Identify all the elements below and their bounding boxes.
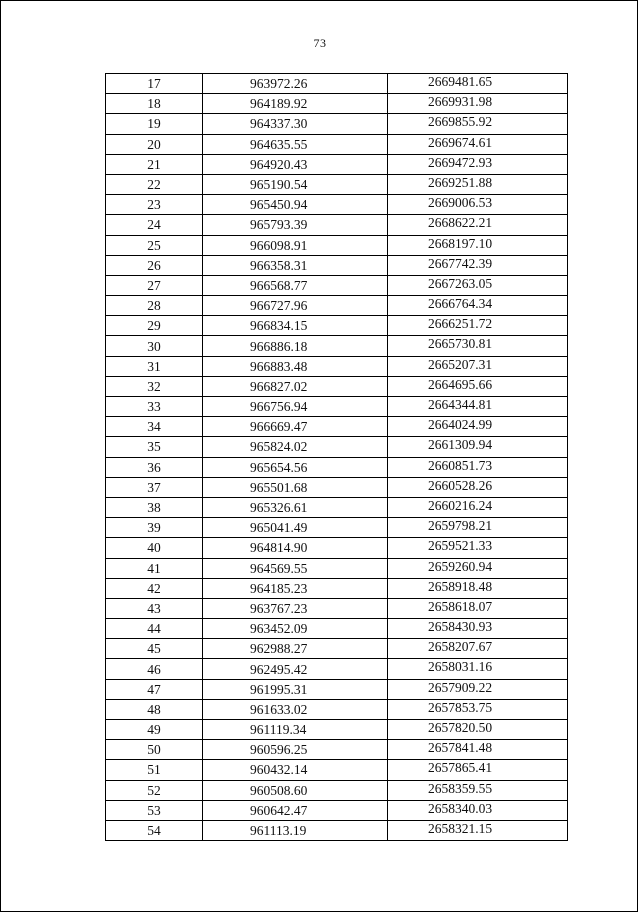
x-coordinate-cell: 960596.25 xyxy=(203,740,388,760)
table-row xyxy=(106,235,568,255)
point-number-cell: 21 xyxy=(106,154,203,174)
y-coordinate-cell: 2660216.24 xyxy=(388,497,568,517)
x-coordinate-cell: 964189.92 xyxy=(203,94,388,114)
x-coordinate-cell: 966358.31 xyxy=(203,255,388,275)
x-coordinate-cell: 965326.61 xyxy=(203,497,388,517)
y-coordinate-cell: 2665730.81 xyxy=(388,336,568,356)
x-coordinate-cell: 965450.94 xyxy=(203,195,388,215)
point-number-cell: 54 xyxy=(106,820,203,840)
point-number-cell: 48 xyxy=(106,699,203,719)
y-coordinate-cell: 2664344.81 xyxy=(388,397,568,417)
point-number-cell: 31 xyxy=(106,356,203,376)
x-coordinate-cell: 963767.23 xyxy=(203,598,388,618)
table-row xyxy=(106,699,568,719)
point-number-cell: 19 xyxy=(106,114,203,134)
y-coordinate-cell: 2669931.98 xyxy=(388,94,568,114)
x-coordinate-cell: 964569.55 xyxy=(203,558,388,578)
y-coordinate-cell: 2658340.03 xyxy=(388,800,568,820)
y-coordinate-cell: 2669674.61 xyxy=(388,134,568,154)
table-row xyxy=(106,134,568,154)
y-coordinate-cell: 2658359.55 xyxy=(388,780,568,800)
table-row xyxy=(106,154,568,174)
table-row xyxy=(106,74,568,94)
x-coordinate-cell: 961995.31 xyxy=(203,679,388,699)
y-coordinate-cell: 2657909.22 xyxy=(388,679,568,699)
point-number-cell: 35 xyxy=(106,437,203,457)
table-row xyxy=(106,94,568,114)
y-coordinate-cell: 2658918.48 xyxy=(388,578,568,598)
point-number-cell: 51 xyxy=(106,760,203,780)
x-coordinate-cell: 963452.09 xyxy=(203,619,388,639)
point-number-cell: 39 xyxy=(106,518,203,538)
x-coordinate-cell: 960432.14 xyxy=(203,760,388,780)
y-coordinate-cell: 2657853.75 xyxy=(388,699,568,719)
x-coordinate-cell: 962495.42 xyxy=(203,659,388,679)
point-number-cell: 17 xyxy=(106,74,203,94)
table-row xyxy=(106,457,568,477)
y-coordinate-cell: 2657820.50 xyxy=(388,720,568,740)
point-number-cell: 38 xyxy=(106,497,203,517)
point-number-cell: 34 xyxy=(106,417,203,437)
x-coordinate-cell: 965190.54 xyxy=(203,174,388,194)
x-coordinate-cell: 962988.27 xyxy=(203,639,388,659)
point-number-cell: 22 xyxy=(106,174,203,194)
x-coordinate-cell: 964920.43 xyxy=(203,154,388,174)
table-row xyxy=(106,397,568,417)
y-coordinate-cell: 2660528.26 xyxy=(388,477,568,497)
point-number-cell: 46 xyxy=(106,659,203,679)
table-row xyxy=(106,497,568,517)
x-coordinate-cell: 964814.90 xyxy=(203,538,388,558)
x-coordinate-cell: 960642.47 xyxy=(203,800,388,820)
point-number-cell: 50 xyxy=(106,740,203,760)
point-number-cell: 47 xyxy=(106,679,203,699)
x-coordinate-cell: 965654.56 xyxy=(203,457,388,477)
point-number-cell: 24 xyxy=(106,215,203,235)
x-coordinate-cell: 965041.49 xyxy=(203,518,388,538)
table-row xyxy=(106,518,568,538)
point-number-cell: 30 xyxy=(106,336,203,356)
point-number-cell: 42 xyxy=(106,578,203,598)
y-coordinate-cell: 2660851.73 xyxy=(388,457,568,477)
x-coordinate-cell: 966098.91 xyxy=(203,235,388,255)
x-coordinate-cell: 960508.60 xyxy=(203,780,388,800)
point-number-cell: 29 xyxy=(106,316,203,336)
y-coordinate-cell: 2668197.10 xyxy=(388,235,568,255)
x-coordinate-cell: 966883.48 xyxy=(203,356,388,376)
x-coordinate-cell: 966568.77 xyxy=(203,275,388,295)
table-row xyxy=(106,679,568,699)
x-coordinate-cell: 965793.39 xyxy=(203,215,388,235)
point-number-cell: 28 xyxy=(106,296,203,316)
point-number-cell: 40 xyxy=(106,538,203,558)
point-number-cell: 53 xyxy=(106,800,203,820)
point-number-cell: 33 xyxy=(106,397,203,417)
y-coordinate-cell: 2669481.65 xyxy=(388,74,568,94)
table-row xyxy=(106,437,568,457)
table-row xyxy=(106,760,568,780)
table-row xyxy=(106,780,568,800)
y-coordinate-cell: 2669006.53 xyxy=(388,195,568,215)
y-coordinate-cell: 2657841.48 xyxy=(388,740,568,760)
table-row xyxy=(106,538,568,558)
table-row xyxy=(106,336,568,356)
table-row xyxy=(106,477,568,497)
x-coordinate-cell: 965501.68 xyxy=(203,477,388,497)
y-coordinate-cell: 2659798.21 xyxy=(388,518,568,538)
table-row xyxy=(106,275,568,295)
table-row xyxy=(106,174,568,194)
y-coordinate-cell: 2665207.31 xyxy=(388,356,568,376)
point-number-cell: 49 xyxy=(106,720,203,740)
table-row xyxy=(106,255,568,275)
point-number-cell: 45 xyxy=(106,639,203,659)
y-coordinate-cell: 2668622.21 xyxy=(388,215,568,235)
x-coordinate-cell: 966886.18 xyxy=(203,336,388,356)
table-row xyxy=(106,215,568,235)
x-coordinate-cell: 966756.94 xyxy=(203,397,388,417)
table-row xyxy=(106,417,568,437)
y-coordinate-cell: 2658207.67 xyxy=(388,639,568,659)
point-number-cell: 25 xyxy=(106,235,203,255)
point-number-cell: 27 xyxy=(106,275,203,295)
x-coordinate-cell: 966727.96 xyxy=(203,296,388,316)
table-row xyxy=(106,639,568,659)
y-coordinate-cell: 2669251.88 xyxy=(388,174,568,194)
y-coordinate-cell: 2659521.33 xyxy=(388,538,568,558)
x-coordinate-cell: 961119.34 xyxy=(203,720,388,740)
y-coordinate-cell: 2664024.99 xyxy=(388,417,568,437)
x-coordinate-cell: 966669.47 xyxy=(203,417,388,437)
table-row xyxy=(106,114,568,134)
table-row xyxy=(106,720,568,740)
x-coordinate-cell: 961633.02 xyxy=(203,699,388,719)
x-coordinate-cell: 964635.55 xyxy=(203,134,388,154)
table-row xyxy=(106,376,568,396)
y-coordinate-cell: 2658321.15 xyxy=(388,820,568,840)
coordinates-table-body xyxy=(106,74,568,841)
table-row xyxy=(106,820,568,840)
x-coordinate-cell: 963972.26 xyxy=(203,74,388,94)
y-coordinate-cell: 2667742.39 xyxy=(388,255,568,275)
x-coordinate-cell: 966834.15 xyxy=(203,316,388,336)
table-row xyxy=(106,578,568,598)
y-coordinate-cell: 2658031.16 xyxy=(388,659,568,679)
point-number-cell: 18 xyxy=(106,94,203,114)
x-coordinate-cell: 961113.19 xyxy=(203,820,388,840)
y-coordinate-cell: 2669472.93 xyxy=(388,154,568,174)
table-row xyxy=(106,316,568,336)
point-number-cell: 26 xyxy=(106,255,203,275)
table-row xyxy=(106,195,568,215)
coordinates-table xyxy=(105,73,568,841)
y-coordinate-cell: 2667263.05 xyxy=(388,275,568,295)
y-coordinate-cell: 2669855.92 xyxy=(388,114,568,134)
x-coordinate-cell: 965824.02 xyxy=(203,437,388,457)
y-coordinate-cell: 2658430.93 xyxy=(388,619,568,639)
y-coordinate-cell: 2657865.41 xyxy=(388,760,568,780)
x-coordinate-cell: 964337.30 xyxy=(203,114,388,134)
x-coordinate-cell: 964185.23 xyxy=(203,578,388,598)
y-coordinate-cell: 2666251.72 xyxy=(388,316,568,336)
y-coordinate-cell: 2659260.94 xyxy=(388,558,568,578)
table-row xyxy=(106,296,568,316)
point-number-cell: 43 xyxy=(106,598,203,618)
y-coordinate-cell: 2666764.34 xyxy=(388,296,568,316)
y-coordinate-cell: 2661309.94 xyxy=(388,437,568,457)
table-row xyxy=(106,800,568,820)
point-number-cell: 37 xyxy=(106,477,203,497)
table-row xyxy=(106,740,568,760)
table-row xyxy=(106,356,568,376)
table-row xyxy=(106,659,568,679)
point-number-cell: 52 xyxy=(106,780,203,800)
y-coordinate-cell: 2658618.07 xyxy=(388,598,568,618)
point-number-cell: 23 xyxy=(106,195,203,215)
table-row xyxy=(106,558,568,578)
y-coordinate-cell: 2664695.66 xyxy=(388,376,568,396)
point-number-cell: 36 xyxy=(106,457,203,477)
table-row xyxy=(106,598,568,618)
point-number-cell: 41 xyxy=(106,558,203,578)
point-number-cell: 44 xyxy=(106,619,203,639)
page-number: 73 xyxy=(313,36,327,50)
point-number-cell: 20 xyxy=(106,134,203,154)
table-row xyxy=(106,619,568,639)
x-coordinate-cell: 966827.02 xyxy=(203,376,388,396)
point-number-cell: 32 xyxy=(106,376,203,396)
